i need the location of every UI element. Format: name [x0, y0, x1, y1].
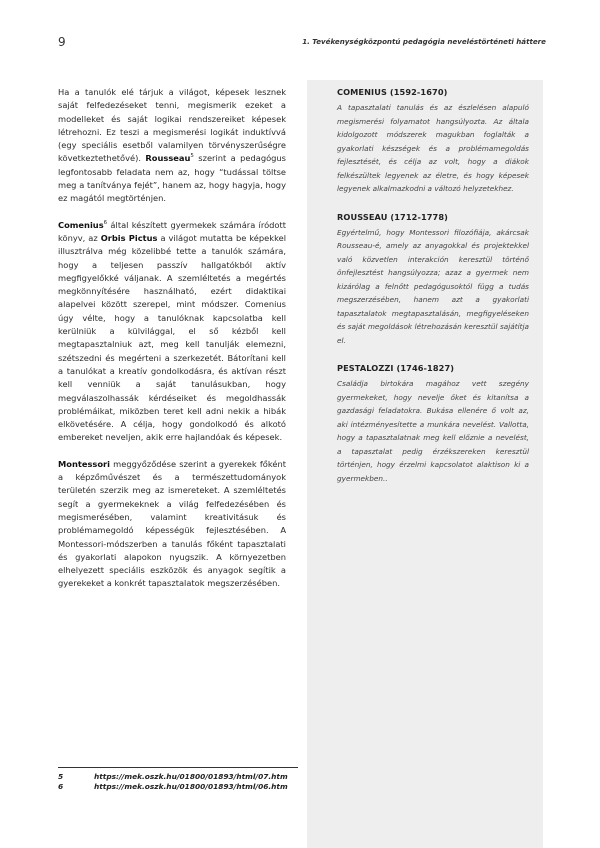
footnote-ref: 6: [103, 219, 108, 226]
name-comenius: Comenius: [58, 219, 104, 230]
name-montessori: Montessori: [58, 458, 110, 469]
paragraph-text: meggyőződése szerint a gyerekek főként a képzőművészet és a természettudományok területén szerzik meg az ismereteket. A szemléltetés segít a gyermekeknek a világ felfedezésében és megismerésében, valamint kreativitásuk és problémamegoldó képességük fejlesztésében. A Montessori-módszerben a tanulás főként tapasztalati és gyakorlati alapokon nyugszik. A környezetben elhelyezett speciális eszközök és anyagok segítik a gyerekeket a konkrét tapasztalatok megszerzésében.: [58, 458, 286, 589]
paragraph-comenius: [58, 219, 286, 445]
footnote-ref: 5: [190, 153, 194, 160]
paragraph-text: szerint a pedagógus legfontosabb feladata nem az, hogy “tudással töltse meg a tanítványa fejét”, hanem az, hogy hagyja, hogy ez magától megtörténjen.: [58, 153, 287, 204]
footnote-link[interactable]: https://mek.oszk.hu/01800/01893/html/06.htm: [94, 781, 288, 791]
paragraph-text: a világot mutatta be képekkel illusztrálva még közelibbé tette a tanulók számára, hogy a teljesen passzív hallgatókból aktív megfigyelőkké váljanak. A szemléltetés a megértés megkönnyítésére használható, ezért didaktikai alapelvei között szerepel, mint módszer. Comenius úgy vélte, hogy a tanulóknak kapcsolatba kell kerülniük a külvilággal, el ső kézből kell megtapasztalniuk azt, meg kell tanulják elemezni, szétszedni és megérteni a szerkezetét. Bátorítani kell a tanulókat a kreatív gondolkodásra, és aktívan részt kell venniük a saját tanulásukban, hogy megválaszolhassák kérdéseiket és megoldhassák problémáikat, miközben teret kell adni nekik a hibák elkövetésére. A célja, hogy gondolkodó és alkotó embereket neveljen, akik erre hajlandóak és képesek.: [58, 232, 286, 443]
footnotes: [58, 767, 298, 791]
book-title: Orbis Pictus: [100, 232, 158, 243]
sidebar-body: Egyértelmű, hogy Montessori filozófiája, akárcsak Rousseau-é, amely az anyagokkal és projektekkel való közvetlen interakción keresztül történő önfejlesztést hangsúlyozza; azaz a gyermek nem kizárólag a felnőtt pedagógusoktól függ a tudás megszerzésében, hanem azt a gyakorlati tapasztalatok megtapasztalásán, megfigyeléseken és saját megoldások létrehozásán keresztül sajátítja el.: [337, 227, 529, 345]
footnote-link[interactable]: https://mek.oszk.hu/01800/01893/html/07.htm: [94, 772, 288, 781]
sidebar-heading: COMENIUS (1592-1670): [337, 87, 448, 97]
sidebar-body: A tapasztalati tanulás és az észlelésen alapuló megismerési folyamatot hangsúlyozta. Az általa kidolgozott módszerek magukban foglalták a gyakorlati készségek és a problémamegoldás fejlesztését, és célja az volt, hogy a diákok felkészültek legyenek az életre, és hogy képesek legyenek alkalmazkodni a változó helyzetekhez.: [337, 103, 529, 193]
paragraph-montessori: [58, 458, 286, 591]
sidebar-panel: [307, 80, 543, 848]
sidebar-heading: PESTALOZZI (1746-1827): [337, 363, 455, 373]
running-title: 1. Tevékenységközpontú pedagógia neveléstörténeti háttere: [302, 37, 546, 46]
footnote: [58, 772, 298, 782]
footnote-number: 5: [58, 772, 64, 781]
footnote: [58, 782, 298, 792]
name-rousseau: Rousseau: [145, 153, 191, 164]
sidebar-heading: ROUSSEAU (1712-1778): [337, 211, 448, 222]
main-text-column: [58, 86, 286, 604]
page-number: 9: [58, 35, 66, 49]
footnote-number: 6: [58, 781, 64, 791]
paragraph-text: által készített gyermekek számára íródott könyv, az: [58, 219, 286, 243]
sidebar-body: Családja birtokára magához vett szegény gyermekeket, hogy nevelje őket és kitanítsa a gazdasági feladatokra. Bukása ellenére ő volt az, aki intézményesítette a munkára nevelést. Vallotta, hogy a tapasztalatnak meg kell előznie a nevelést, a tapasztalat pedig érzékszereken keresztül történjen, hogy érzelmi kapcsolatot alaktison ki a gyermekben..: [337, 379, 529, 483]
sidebar-section-comenius: [337, 87, 529, 196]
sidebar-section-pestalozzi: [337, 363, 529, 485]
paragraph-rousseau: [58, 86, 286, 206]
paragraph-text: Ha a tanulók elé tárjuk a világot, képesek lesznek saját felfedezéseket tenni, megismerik ezeket a modelleket és saját logikai rendszereiket képesek létrehozni. Ez teszi a megismerési logikát induktívvá (egy speciális esetből valamilyen törvényszerűségre következtethetővé).: [58, 87, 286, 164]
sidebar-section-rousseau: [337, 212, 529, 348]
